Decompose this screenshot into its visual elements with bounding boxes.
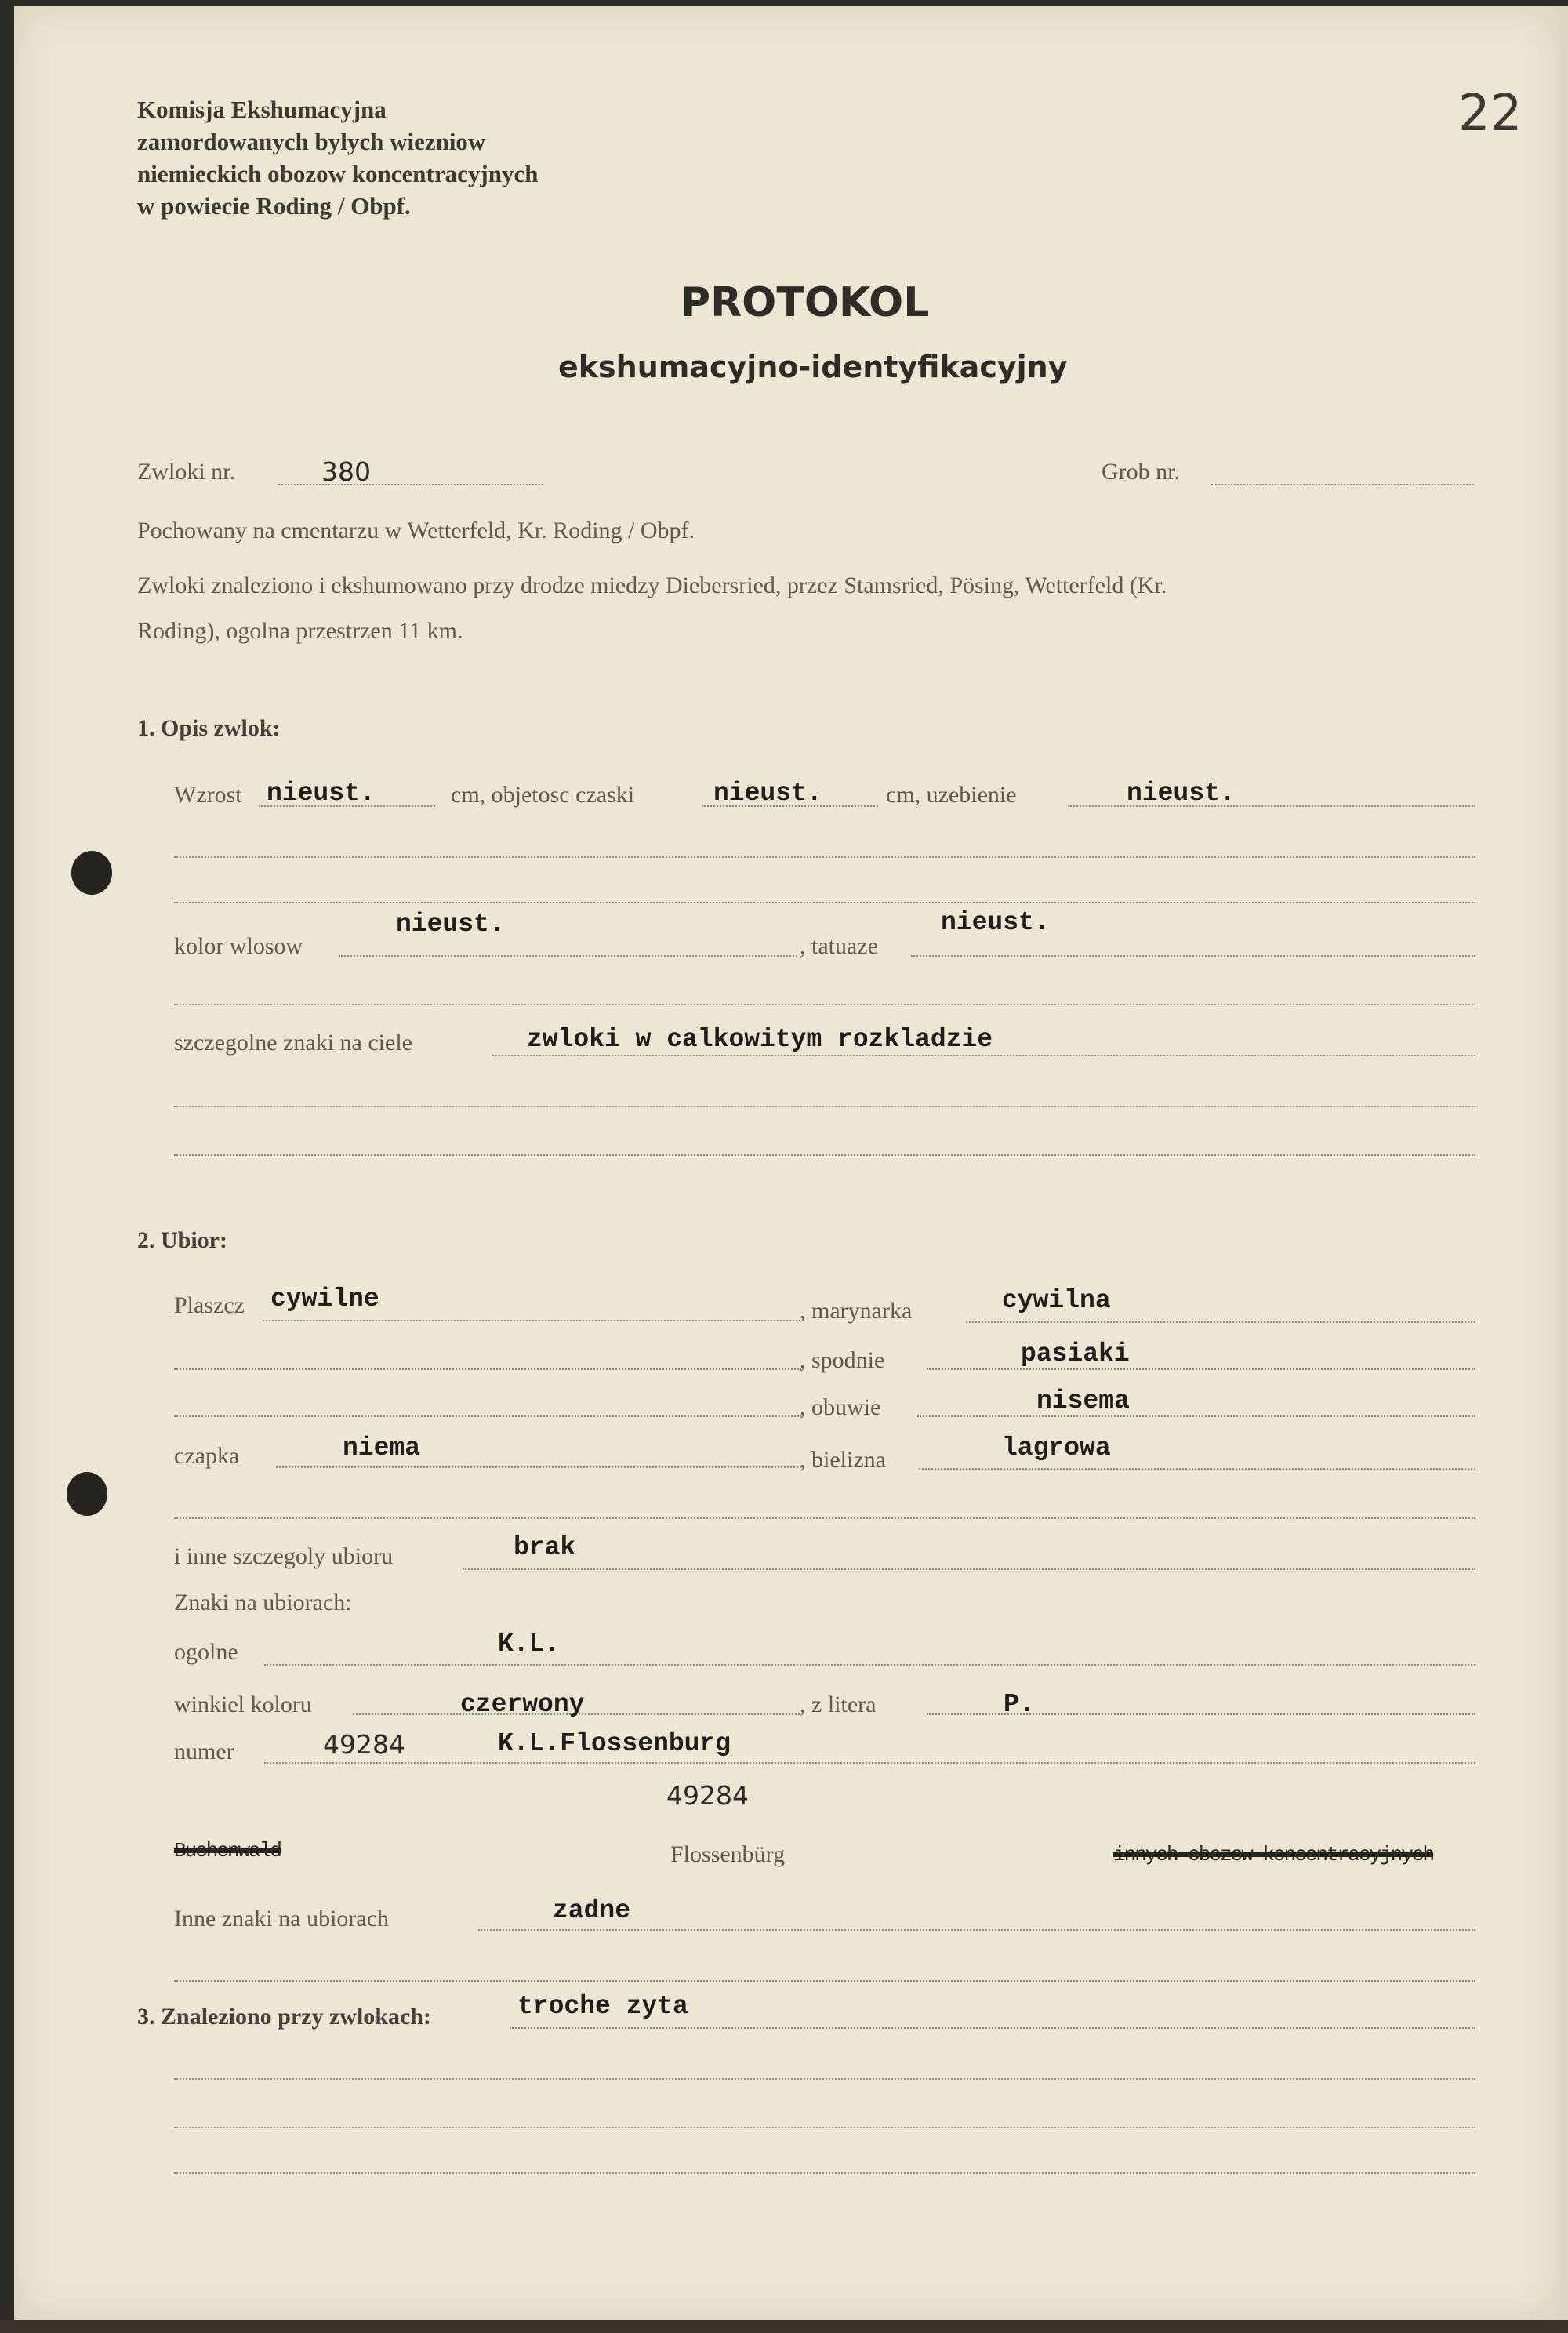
section-3-title: 3. Znaleziono przy zwlokach: [137,2004,431,2030]
grave-number-line [1211,484,1474,485]
body-number-line [278,484,543,485]
hair-color-line [339,955,797,957]
section-1-title: 1. Opis zwlok: [137,715,281,741]
blank-line [174,1415,801,1417]
other-camps-struck-out: innych obozow koncentracyjnych [1113,1843,1434,1866]
camp-struck-out: Buchenwald [174,1839,281,1862]
body-number-value: 380 [321,456,371,487]
blank-line [174,1980,1475,1982]
shoes-value: nisema [1036,1386,1130,1415]
hair-color-value: nieust. [396,910,505,939]
body-number-label: Zwloki nr. [137,459,235,485]
trousers-value: pasiaki [1021,1339,1130,1368]
page-number: 22 [1458,85,1523,143]
found-location-line-2: Roding), ogolna przestrzen 11 km. [137,618,463,644]
blank-line [174,1517,1475,1519]
header-line-1: Komisja Ekshumacyjna [137,96,387,123]
general-marks-line [264,1664,1475,1666]
blank-line [174,1368,801,1370]
scan-edge-top [0,0,1568,6]
camp-name: Flossenbürg [670,1841,786,1867]
trousers-line [927,1368,1475,1370]
other-clothing-value: brak [514,1533,576,1562]
teeth-value: nieust. [1127,779,1236,808]
coat-label: Plaszcz [174,1292,245,1318]
jacket-label: , marynarka [800,1298,913,1324]
letter-value: P. [1004,1690,1035,1719]
tattoo-value: nieust. [941,908,1050,937]
winkel-color-value: czerwony [460,1690,585,1719]
document-title: PROTOKOL [681,279,930,326]
burial-place: Pochowany na cmentarzu w Wetterfeld, Kr. Roding / Obpf. [137,518,695,543]
skull-value: nieust. [713,779,822,808]
cap-label: czapka [174,1443,240,1469]
grave-number-label: Grob nr. [1102,459,1180,485]
tattoo-label: , tatuaze [800,933,878,959]
height-unit: cm, objetosc czaski [451,782,635,808]
letter-label: , z litera [800,1692,877,1717]
scan-edge-bottom [0,2320,1568,2333]
cap-value: niema [343,1434,421,1463]
shoes-label: , obuwie [800,1394,881,1420]
section-3-line [510,2027,1475,2029]
other-clothing-label: i inne szczegoly ubioru [174,1543,394,1569]
number-camp: K.L.Flossenburg [498,1729,731,1758]
jacket-value: cywilna [1002,1286,1111,1315]
height-value: nieust. [267,779,376,808]
underwear-line [919,1468,1475,1470]
blank-line [174,1004,1475,1005]
scan-edge-left [0,0,14,2333]
general-marks-value: K.L. [498,1630,561,1659]
body-marks-value: zwloki w calkowitym rozkladzie [527,1025,993,1054]
document-subtitle: ekshumacyjno-identyfikacyjny [558,350,1068,384]
blank-line [174,2078,1475,2080]
general-marks-label: ogolne [174,1639,238,1665]
found-location-line-1: Zwloki znaleziono i ekshumowano przy drodze miedzy Diebersried, przez Stamsried, Pösing, Wetterfeld (Kr. [137,572,1167,598]
blank-line [174,2127,1475,2128]
other-marks-value: zadne [553,1896,631,1925]
header-line-3: niemieckich obozow koncentracyjnych [137,160,539,187]
underwear-value: lagrowa [1002,1434,1111,1463]
height-label: Wzrost [174,782,242,808]
header-line-2: zamordowanych bylych wiezniow [137,128,486,155]
number-line [264,1762,1475,1764]
number-value: 49284 [323,1729,405,1760]
section-2-title: 2. Ubior: [137,1227,227,1253]
shoes-line [917,1415,1475,1417]
blank-line [174,856,1475,858]
other-clothing-line [463,1568,1475,1570]
cap-line [276,1466,801,1468]
blank-line [174,1106,1475,1107]
number-value-second: 49284 [666,1780,749,1811]
header-line-4: w powiecie Roding / Obpf. [137,192,411,220]
other-marks-line [478,1929,1475,1931]
punch-hole-top [71,851,112,895]
body-marks-label: szczegolne znaki na ciele [174,1030,412,1056]
clothing-marks-title: Znaki na ubiorach: [174,1590,352,1615]
coat-line [263,1320,804,1321]
trousers-label: , spodnie [800,1347,885,1373]
other-marks-label: Inne znaki na ubiorach [174,1906,390,1931]
winkel-color-label: winkiel koloru [174,1692,312,1717]
body-marks-line [492,1055,1475,1056]
found-items-value: troche zyta [517,1992,688,2021]
number-label: numer [174,1739,234,1764]
punch-hole-bottom [67,1472,107,1516]
blank-line [174,1154,1475,1156]
blank-line [174,2172,1475,2174]
blank-line [174,902,1475,903]
jacket-line [966,1321,1475,1323]
coat-value: cywilne [270,1285,379,1314]
tattoo-line [911,955,1475,957]
hair-color-label: kolor wlosow [174,933,303,959]
underwear-label: , bielizna [800,1447,886,1473]
skull-unit: cm, uzebienie [886,782,1017,808]
